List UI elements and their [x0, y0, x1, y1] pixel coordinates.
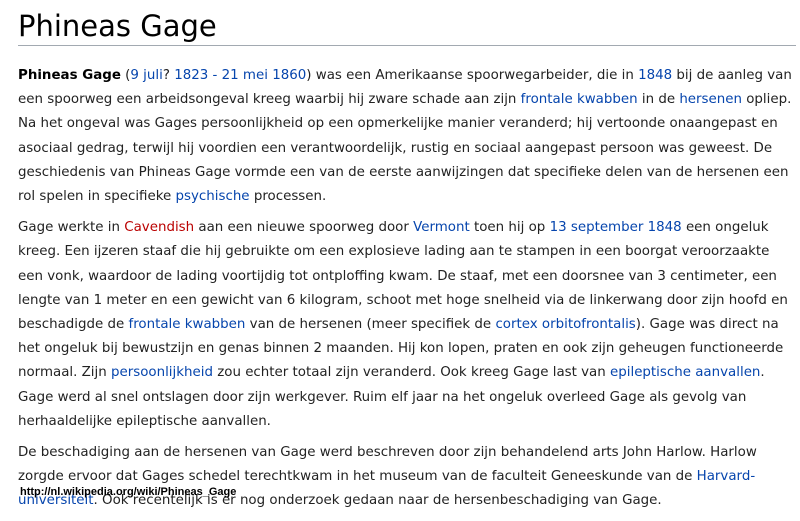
link-brain[interactable]: hersenen	[679, 92, 742, 108]
link-1848[interactable]: 1848	[638, 68, 673, 83]
title-divider	[18, 45, 796, 46]
text-run: van de hersenen (meer specifiek de	[245, 317, 496, 333]
text-run: toen hij op	[469, 220, 550, 236]
text-run: De beschadiging aan de hersenen van Gage werd beschreven door zijn behandelend arts John Harlow. Harlow zorgde ervoor dat Gages schedel terechtkwam in het museum van de faculteit Geneeskunde van de	[18, 445, 757, 485]
link-frontal-lobes[interactable]: frontale kwabben	[128, 317, 246, 333]
link-cortex-orbitofrontalis[interactable]: cortex orbitofrontalis	[495, 317, 636, 333]
subject-name: Phineas Gage	[18, 68, 121, 83]
text-run: ). Gage was direct na het ongeluk bij bewustzijn en genas binnen 2 maanden. Hij kon lopen, praten en ook zijn geheugen functioneerde normaal. Zijn	[18, 317, 784, 381]
link-psychic[interactable]: psychische	[175, 189, 250, 205]
text-run: bij de aanleg van een spoorweg een arbeidsongeval kreeg waarbij hij zware schade aan zijn	[18, 68, 792, 108]
link-frontal-lobes[interactable]: frontale kwabben	[520, 92, 638, 108]
link-cavendish[interactable]: Cavendish	[124, 220, 195, 236]
link-personality[interactable]: persoonlijkheid	[111, 365, 213, 381]
text-run: opliep. Na het ongeval was Gages persoonlijkheid op een opmerkelijke manier veranderd; hij vertoonde onaangepast en asociaal gedrag, terwijl hij voordien een verantwoordelijk, rustig en sociaal aangepast persoon was geweest. De geschiedenis van Phineas Gage vormde een van de eerste aanwijzingen dat specifieke delen van de hersenen een rol spelen in specifieke	[18, 92, 792, 205]
link-accident-date[interactable]: 13 september 1848	[549, 220, 682, 236]
text-run: ) was een Amerikaanse spoorwegarbeider, die in	[306, 68, 639, 83]
text-run: . Gage werd al snel ontslagen door zijn werkgever. Ruim elf jaar na het ongeluk overleed Gage als gevolg van herhaaldelijke epileptische aanvallen.	[18, 365, 765, 429]
link-vermont[interactable]: Vermont	[413, 220, 470, 236]
text-run: . Ook recentelijk is er nog onderzoek gedaan naar de hersenbeschadiging van Gage.	[93, 493, 662, 509]
text-run: ?	[162, 68, 175, 83]
text-run: in de	[637, 92, 680, 108]
text-run: Gage werkte in	[18, 220, 125, 236]
page-title: Phineas Gage	[18, 9, 217, 43]
paragraph-accident	[18, 216, 792, 434]
article-body	[18, 64, 792, 521]
source-url: http://nl.wikipedia.org/wiki/Phineas_Gage	[20, 486, 237, 498]
paragraph-intro	[18, 64, 792, 209]
link-harvard[interactable]: Harvard-universiteit	[18, 469, 756, 509]
text-run: processen.	[249, 189, 327, 205]
link-birth-date[interactable]: 9 juli	[130, 68, 163, 83]
link-epileptic-seizures[interactable]: epileptische aanvallen	[610, 365, 761, 381]
text-run: (	[120, 68, 131, 83]
text-run: een ongeluk kreeg. Een ijzeren staaf die hij gebruikte om een explosieve lading aan te stampen in een boorgat veroorzaakte een vonk, waardoor de lading voortijdig tot ontploffing kwam. De staaf, met een doorsnee van 3 centimeter, een lengte van 1 meter en een gewicht van 6 kilogram, schoot met hoge snelheid via de linkerwang door zijn hoofd en beschadigde de	[18, 220, 788, 333]
text-run: aan een nieuwe spoorweg door	[194, 220, 414, 236]
paragraph-research	[18, 441, 792, 514]
text-run: zou echter totaal zijn veranderd. Ook kreeg Gage last van	[212, 365, 611, 381]
link-life-years[interactable]: 1823 - 21 mei 1860	[174, 68, 307, 83]
